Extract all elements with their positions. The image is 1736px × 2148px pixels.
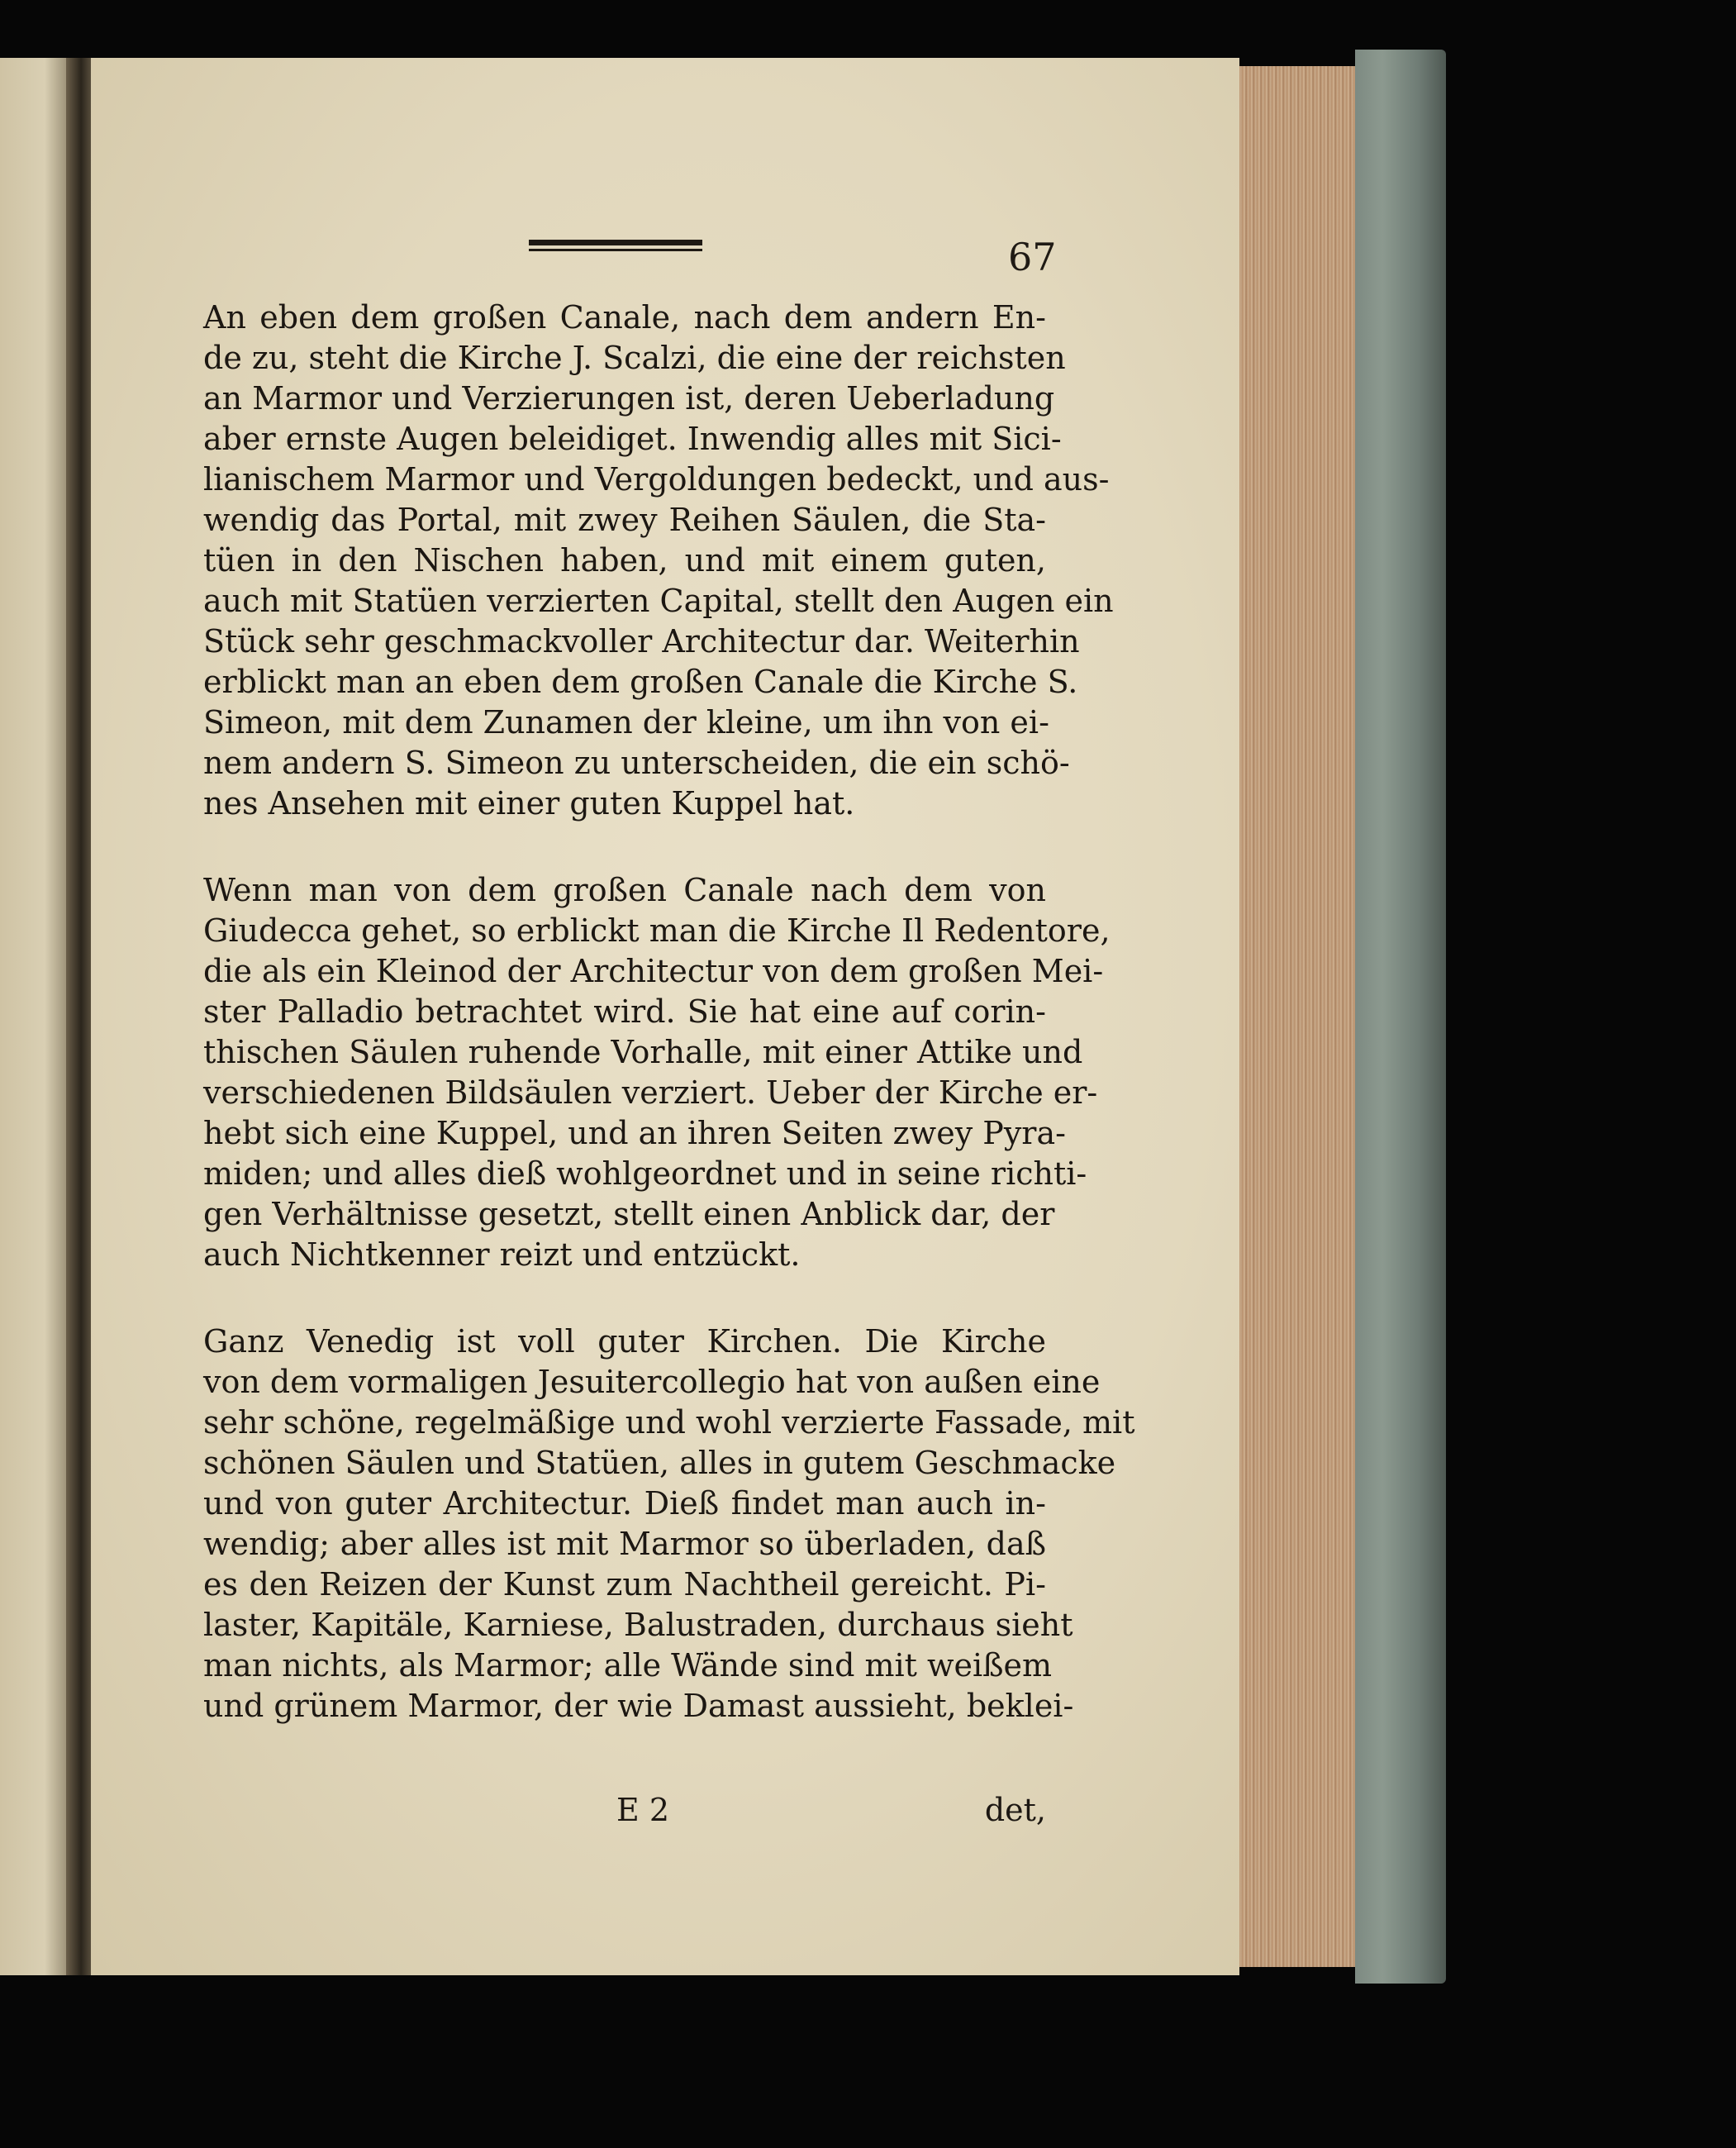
- text-line: an Marmor und Verzierungen ist, deren Ueberladung: [203, 380, 1055, 417]
- text-line: und grünem Marmor, der wie Damast aussieht, beklei-: [203, 1688, 1074, 1724]
- text-line: Ganz Venedig ist voll guter Kirchen. Die Kirche: [203, 1323, 1046, 1360]
- text-line: miden; und alles dieß wohlgeordnet und in seine richti-: [203, 1155, 1087, 1192]
- text-line: die als ein Kleinod der Architectur von dem großen Mei-: [203, 953, 1104, 989]
- paragraph-3: [203, 1322, 1135, 1726]
- text-line: thischen Säulen ruhende Vorhalle, mit einer Attike und: [203, 1034, 1083, 1070]
- text-line: und von guter Architectur. Dieß findet man auch in-: [203, 1485, 1046, 1522]
- text-line: von dem vormaligen Jesuitercollegio hat von außen eine: [203, 1364, 1101, 1400]
- text-line: de zu, steht die Kirche J. Scalzi, die eine der reichsten: [203, 340, 1066, 376]
- text-line: lianischem Marmor und Vergoldungen bedeckt, und aus-: [203, 461, 1110, 498]
- text-line: gen Verhältnisse gesetzt, stellt einen Anblick dar, der: [203, 1196, 1055, 1232]
- text-line: Stück sehr geschmackvoller Architectur dar. Weiterhin: [203, 623, 1080, 660]
- text-line: Wenn man von dem großen Canale nach dem von: [203, 872, 1046, 908]
- text-line: Simeon, mit dem Zunamen der kleine, um ihn von ei-: [203, 704, 1049, 741]
- text-line: es den Reizen der Kunst zum Nachtheil gereicht. Pi-: [203, 1566, 1046, 1603]
- catchword: det,: [984, 1792, 1046, 1828]
- text-line: auch Nichtkenner reizt und entzückt.: [203, 1236, 801, 1273]
- text-line: wendig das Portal, mit zwey Reihen Säulen, die Sta-: [203, 502, 1046, 538]
- text-line: erblickt man an eben dem großen Canale die Kirche S.: [203, 664, 1078, 700]
- text-line: hebt sich eine Kuppel, und an ihren Seiten zwey Pyra-: [203, 1115, 1066, 1151]
- page-edges: [1231, 66, 1373, 1967]
- paragraph-2: [203, 870, 1111, 1275]
- text-line: ster Palladio betrachtet wird. Sie hat eine auf corin-: [203, 993, 1046, 1030]
- body-text: [203, 298, 1135, 1773]
- text-line: aber ernste Augen beleidiget. Inwendig alles mit Sici-: [203, 421, 1062, 457]
- text-line: nem andern S. Simeon zu unterscheiden, die ein schö-: [203, 745, 1070, 781]
- text-line: An eben dem großen Canale, nach dem andern En-: [203, 299, 1046, 336]
- text-line: auch mit Statüen verzierten Capital, stellt den Augen ein: [203, 583, 1114, 619]
- text-line: tüen in den Nischen haben, und mit einem guten,: [203, 542, 1046, 579]
- text-line: schönen Säulen und Statüen, alles in gutem Geschmacke: [203, 1445, 1116, 1481]
- text-line: nes Ansehen mit einer guten Kuppel hat.: [203, 785, 855, 822]
- left-page-edge: [0, 58, 74, 1975]
- paragraph-1: [203, 298, 1114, 824]
- book-cover-edge: [1355, 50, 1446, 1984]
- text-line: sehr schöne, regelmäßige und wohl verzierte Fassade, mit: [203, 1404, 1135, 1441]
- text-line: verschiedenen Bildsäulen verziert. Ueber der Kirche er-: [203, 1074, 1098, 1111]
- header-rule: [529, 240, 702, 253]
- page-number: 67: [1008, 235, 1057, 279]
- page-footer: [203, 1792, 1046, 1841]
- text-line: Giudecca gehet, so erblickt man die Kirche Il Redentore,: [203, 912, 1111, 949]
- text-line: wendig; aber alles ist mit Marmor so überladen, daß: [203, 1526, 1046, 1562]
- signature-mark: E 2: [616, 1792, 669, 1828]
- text-line: laster, Kapitäle, Karniese, Balustraden, durchaus sieht: [203, 1607, 1073, 1643]
- text-line: man nichts, als Marmor; alle Wände sind mit weißem: [203, 1647, 1053, 1684]
